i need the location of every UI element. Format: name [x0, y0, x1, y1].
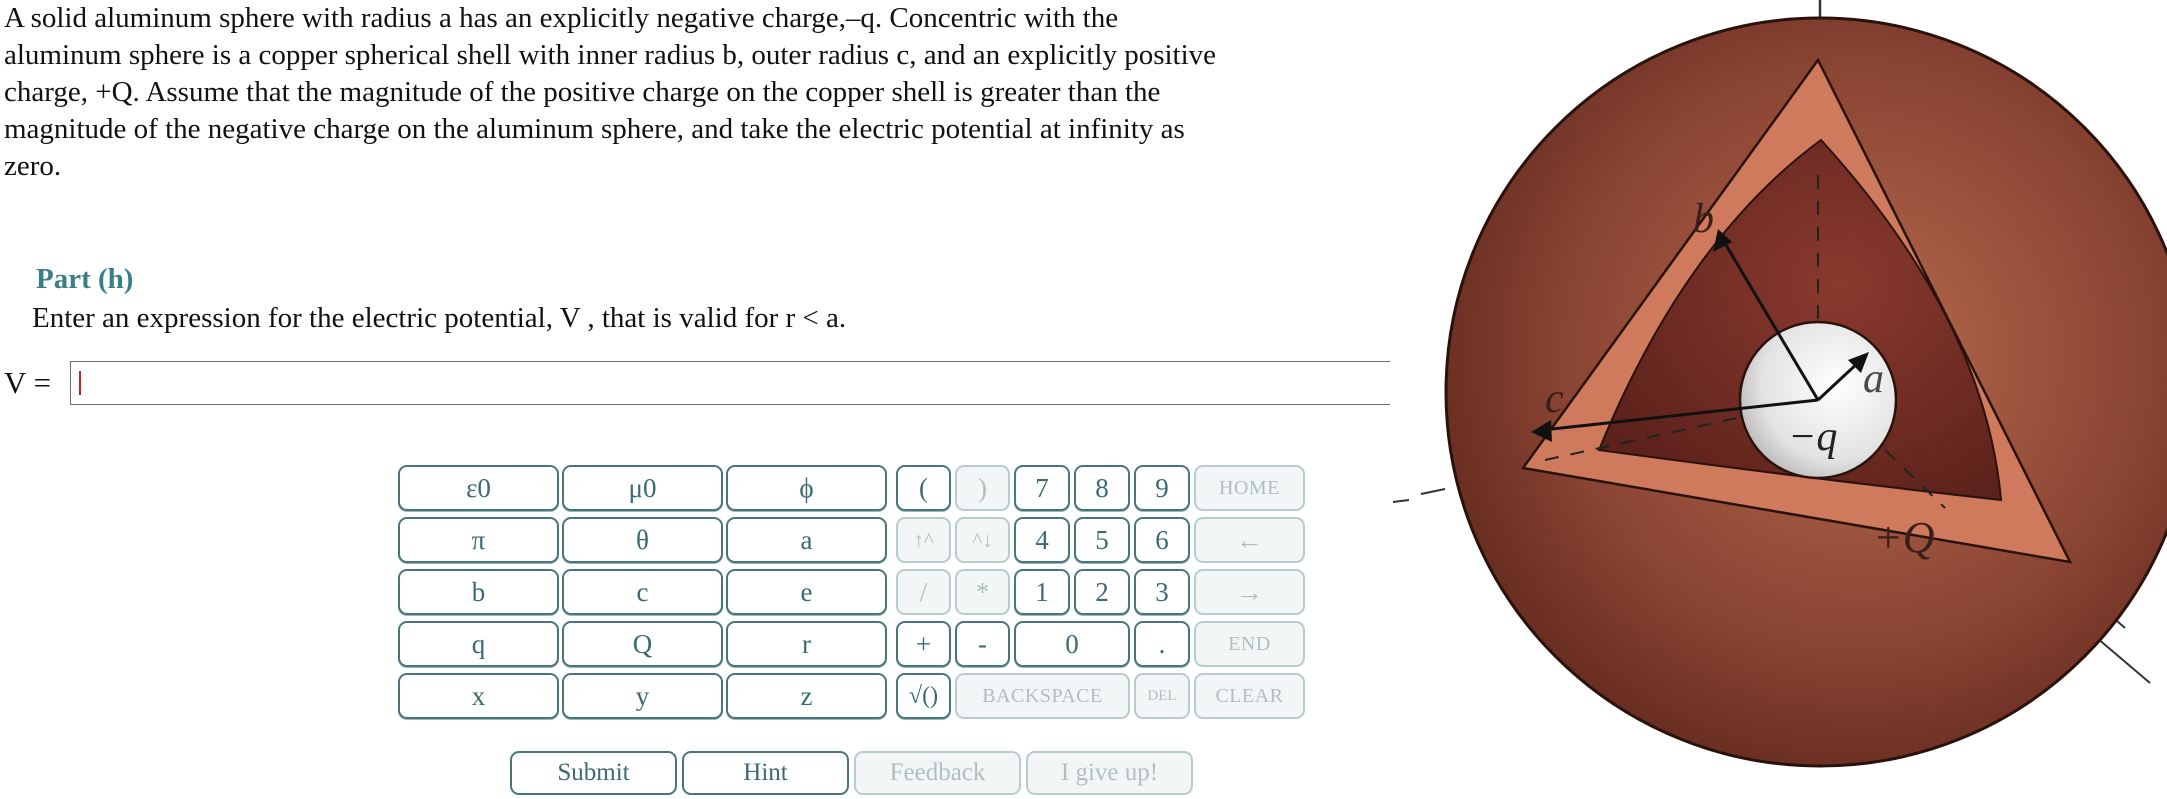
key-decimal[interactable]: .	[1134, 621, 1190, 667]
key-3[interactable]: 3	[1134, 569, 1190, 615]
key-minus[interactable]: -	[955, 621, 1010, 667]
label-b: b	[1693, 196, 1714, 242]
key-cursor-right[interactable]: →	[1194, 569, 1305, 615]
key-1[interactable]: 1	[1014, 569, 1070, 615]
key-plus[interactable]: +	[896, 621, 951, 667]
key-c[interactable]: c	[562, 569, 723, 615]
problem-line: A solid aluminum sphere with radius a has an explicitly negative charge,–q. Concentric with the	[4, 2, 1119, 34]
key-mu0[interactable]: μ0	[562, 465, 723, 511]
problem-statement	[0, 0, 1364, 185]
label-outer-charge: +Q	[1873, 513, 1935, 562]
key-y[interactable]: y	[562, 673, 723, 719]
text-caret	[79, 371, 81, 395]
key-5[interactable]: 5	[1074, 517, 1130, 563]
problem-line: magnitude of the negative charge on the aluminum sphere, and take the electric potential at infinity as	[4, 113, 1185, 145]
key-home[interactable]: HOME	[1194, 465, 1305, 511]
key-sqrt[interactable]: √()	[896, 673, 951, 719]
key-phi[interactable]: ϕ	[726, 465, 887, 511]
hint-button[interactable]: Hint	[682, 751, 849, 795]
part-prompt: Enter an expression for the electric potential, V , that is valid for r < a.	[32, 302, 847, 334]
key-exponent-up[interactable]: ↑^	[896, 517, 951, 563]
feedback-button[interactable]: Feedback	[854, 751, 1021, 795]
key-divide[interactable]: /	[896, 569, 951, 615]
key-Q[interactable]: Q	[562, 621, 723, 667]
key-0[interactable]: 0	[1014, 621, 1130, 667]
concentric-spheres-figure	[1385, 0, 2167, 799]
key-epsilon0[interactable]: ε0	[398, 465, 559, 511]
key-cursor-left[interactable]: ←	[1194, 517, 1305, 563]
key-q[interactable]: q	[398, 621, 559, 667]
key-exponent-down[interactable]: ^↓	[955, 517, 1010, 563]
key-pi[interactable]: π	[398, 517, 559, 563]
key-7[interactable]: 7	[1014, 465, 1070, 511]
label-c: c	[1545, 376, 1564, 422]
problem-line: charge, +Q. Assume that the magnitude of the positive charge on the copper shell is greater than the	[4, 76, 1161, 108]
key-8[interactable]: 8	[1074, 465, 1130, 511]
give-up-button[interactable]: I give up!	[1026, 751, 1193, 795]
key-2[interactable]: 2	[1074, 569, 1130, 615]
key-multiply[interactable]: *	[955, 569, 1010, 615]
problem-line: zero.	[4, 150, 62, 182]
key-theta[interactable]: θ	[562, 517, 723, 563]
submit-button[interactable]: Submit	[510, 751, 677, 795]
answer-input[interactable]	[70, 361, 1390, 405]
answer-label: V =	[4, 365, 52, 400]
key-9[interactable]: 9	[1134, 465, 1190, 511]
key-z[interactable]: z	[726, 673, 887, 719]
key-e[interactable]: e	[726, 569, 887, 615]
label-inner-charge: −q	[1788, 414, 1838, 460]
key-x[interactable]: x	[398, 673, 559, 719]
key-4[interactable]: 4	[1014, 517, 1070, 563]
key-backspace[interactable]: BACKSPACE	[955, 673, 1130, 719]
key-end[interactable]: END	[1194, 621, 1305, 667]
key-close-paren[interactable]: )	[955, 465, 1010, 511]
key-6[interactable]: 6	[1134, 517, 1190, 563]
key-a[interactable]: a	[726, 517, 887, 563]
part-title: Part (h)	[36, 263, 134, 295]
key-clear[interactable]: CLEAR	[1194, 673, 1305, 719]
key-delete[interactable]: DEL	[1134, 673, 1190, 719]
key-open-paren[interactable]: (	[896, 465, 951, 511]
problem-line: aluminum sphere is a copper spherical shell with inner radius b, outer radius c, and an explicitly positive	[4, 39, 1217, 71]
label-a: a	[1863, 356, 1884, 402]
key-r[interactable]: r	[726, 621, 887, 667]
key-b[interactable]: b	[398, 569, 559, 615]
